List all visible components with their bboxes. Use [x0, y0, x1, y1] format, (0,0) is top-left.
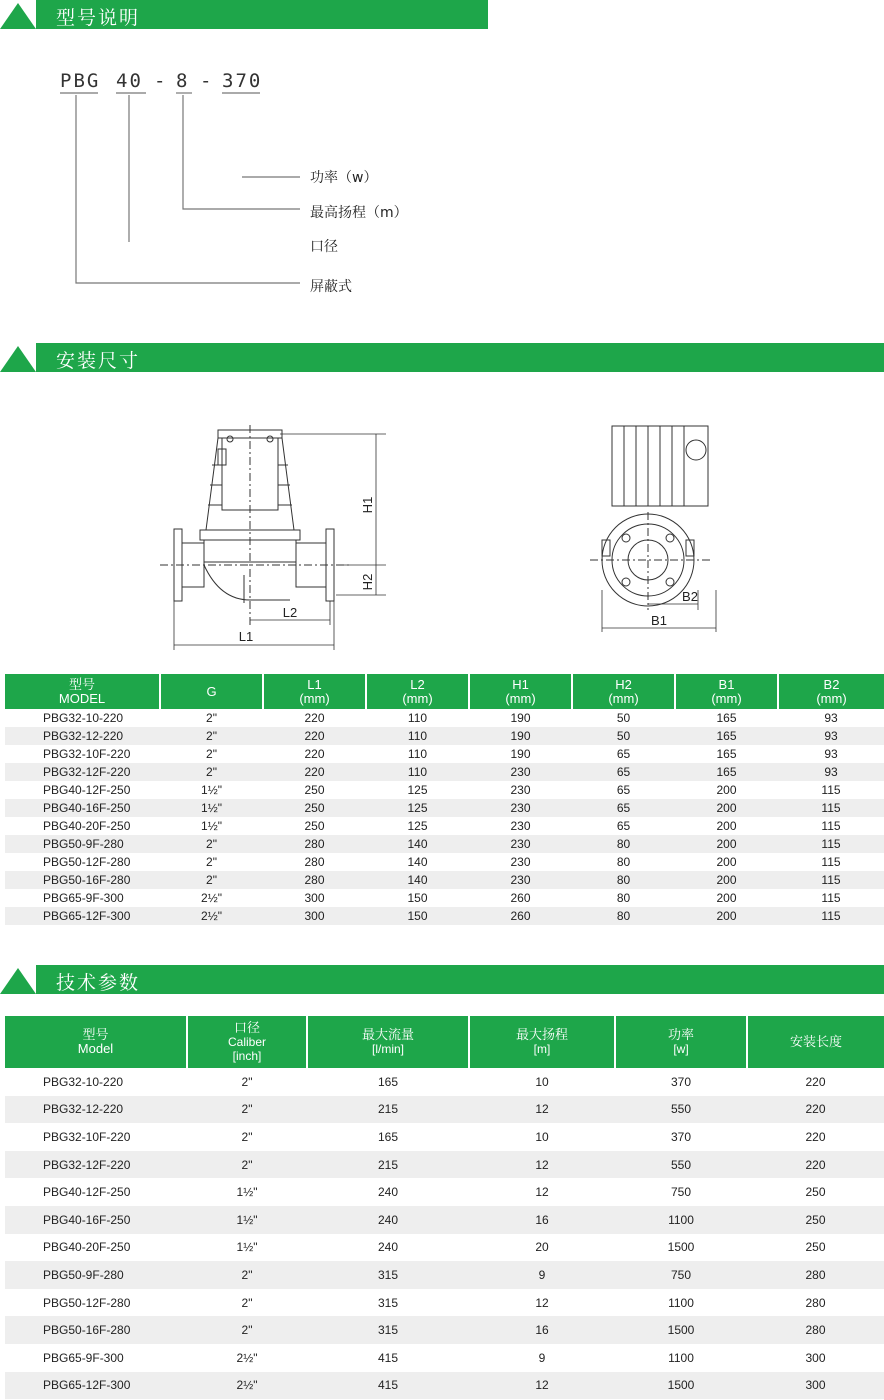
legend-power: 功率（w） — [310, 170, 378, 186]
table-cell: 115 — [778, 835, 884, 853]
table-cell: 10 — [535, 1074, 549, 1089]
table-cell: 230 — [469, 835, 572, 853]
table-cell: 2" — [241, 1129, 253, 1144]
section-title: 技术参数 — [56, 972, 141, 994]
table-cell: 165 — [377, 1074, 399, 1089]
pump-front-view-drawing — [590, 420, 730, 635]
table-cell: 140 — [366, 871, 469, 889]
table-cell: 150 — [366, 907, 469, 925]
table-cell: 250 — [304, 819, 325, 833]
table-cell: 190 — [510, 711, 531, 725]
table-cell: 200 — [716, 855, 737, 869]
table-cell: PBG40-12F-250 — [43, 1185, 131, 1200]
table-cell: 2" — [241, 1074, 253, 1089]
table-cell: PBG50-9F-280 — [5, 835, 160, 853]
table-cell: 550 — [615, 1096, 747, 1124]
table-cell: 200 — [716, 891, 737, 905]
table-cell: 1½" — [236, 1240, 258, 1255]
table-cell: 80 — [572, 907, 675, 925]
table-cell: PBG32-10-220 — [43, 1074, 124, 1089]
table-cell: 200 — [675, 799, 778, 817]
table-cell: 215 — [307, 1151, 469, 1179]
table-header-row — [5, 674, 884, 709]
table-cell: 12 — [535, 1295, 549, 1310]
table-row — [5, 871, 884, 889]
table-cell: 415 — [307, 1372, 469, 1400]
section-header-fill — [36, 343, 884, 372]
section-header-model — [0, 0, 488, 29]
table-cell: 280 — [747, 1261, 884, 1289]
dim-label-b1: B1 — [651, 613, 667, 628]
table-cell: 250 — [805, 1240, 826, 1255]
table-cell: 65 — [616, 747, 631, 761]
table-cell: 165 — [377, 1129, 399, 1144]
table-cell: 200 — [716, 819, 737, 833]
table-cell: 1500 — [667, 1240, 695, 1255]
table-cell: PBG65-12F-300 — [5, 907, 160, 925]
table-cell: 110 — [407, 711, 428, 725]
table-cell: 2" — [160, 835, 263, 853]
table-cell: 315 — [377, 1295, 399, 1310]
technical-parameters-table — [5, 1016, 884, 1399]
table-cell: PBG40-12F-250 — [43, 783, 131, 797]
table-cell: 165 — [716, 711, 737, 725]
section-header-fill — [36, 965, 884, 994]
table-cell: 220 — [747, 1151, 884, 1179]
table-cell: PBG32-10F-220 — [43, 747, 131, 761]
table-cell: 200 — [675, 835, 778, 853]
dim-label-l1: L1 — [238, 629, 254, 644]
table-cell: 280 — [304, 855, 325, 869]
table-cell: 2" — [241, 1295, 253, 1310]
table-cell: 315 — [307, 1316, 469, 1344]
column-header-b2: B2 (mm) — [778, 674, 884, 709]
table-cell: 110 — [366, 727, 469, 745]
table-cell: 16 — [469, 1206, 615, 1234]
table-cell: 9 — [469, 1261, 615, 1289]
model-code-sep: - — [200, 70, 214, 92]
table-cell: 750 — [670, 1185, 692, 1200]
table-cell: 190 — [469, 727, 572, 745]
dim-label-h2: H2 — [360, 573, 375, 591]
table-cell: 150 — [407, 891, 428, 905]
table-cell: 230 — [469, 799, 572, 817]
table-row — [5, 1316, 884, 1344]
table-cell: 2½" — [187, 1372, 307, 1400]
table-cell: 1½" — [201, 783, 222, 797]
model-code-power: 370 — [222, 70, 263, 92]
table-cell: 2½" — [201, 891, 222, 905]
table-cell: 250 — [747, 1206, 884, 1234]
table-cell: 1100 — [615, 1206, 747, 1234]
table-cell: 1100 — [668, 1350, 694, 1365]
table-cell: 93 — [824, 747, 838, 761]
table-cell: 220 — [263, 763, 366, 781]
table-cell: 220 — [304, 711, 325, 725]
table-row — [5, 853, 884, 871]
table-cell: 260 — [510, 891, 531, 905]
table-cell: 280 — [263, 835, 366, 853]
table-cell: 12 — [535, 1185, 549, 1200]
column-header-l2: L2 (mm) — [366, 674, 469, 709]
table-cell: 115 — [821, 819, 841, 833]
table-cell: 125 — [407, 783, 428, 797]
table-cell: 200 — [675, 907, 778, 925]
table-cell: PBG40-16F-250 — [5, 799, 160, 817]
table-row — [5, 1096, 884, 1124]
table-row — [5, 835, 884, 853]
table-cell: 230 — [469, 871, 572, 889]
dim-label-l2: L2 — [282, 605, 298, 620]
section-title: 型号说明 — [56, 7, 141, 29]
table-cell: 165 — [675, 763, 778, 781]
table-cell: 220 — [747, 1096, 884, 1124]
table-row — [5, 1151, 884, 1179]
table-cell: 93 — [778, 763, 884, 781]
table-cell: 110 — [366, 763, 469, 781]
table-cell: 250 — [263, 799, 366, 817]
table-cell: 550 — [615, 1151, 747, 1179]
table-cell: PBG32-12F-220 — [5, 1151, 187, 1179]
table-row — [5, 727, 884, 745]
table-row — [5, 1289, 884, 1317]
table-cell: 220 — [263, 727, 366, 745]
table-row — [5, 907, 884, 925]
table-cell: 93 — [824, 711, 838, 725]
column-header-model: 型号 MODEL — [5, 674, 160, 709]
column-header-max-head: 最大扬程 [m] — [469, 1016, 615, 1068]
column-header-h2: H2 (mm) — [572, 674, 675, 709]
table-cell: 140 — [366, 835, 469, 853]
legend-caliber: 口径 — [310, 239, 338, 255]
table-cell: 280 — [747, 1316, 884, 1344]
table-cell: 10 — [535, 1129, 549, 1144]
table-cell: 230 — [510, 855, 531, 869]
table-cell: PBG40-20F-250 — [43, 1240, 131, 1255]
table-cell: PBG50-16F-280 — [5, 1316, 187, 1344]
table-cell: 750 — [615, 1261, 747, 1289]
table-cell: PBG50-12F-280 — [43, 855, 131, 869]
table-cell: 300 — [747, 1372, 884, 1400]
table-cell: 1½" — [187, 1206, 307, 1234]
table-cell: 80 — [616, 891, 631, 905]
table-cell: PBG65-9F-300 — [43, 1350, 124, 1365]
table-row — [5, 1261, 884, 1289]
table-cell: 230 — [510, 783, 531, 797]
section-title: 安装尺寸 — [56, 350, 141, 372]
table-cell: 1½" — [236, 1185, 258, 1200]
table-cell: PBG32-12F-220 — [5, 763, 160, 781]
table-cell: 230 — [469, 763, 572, 781]
table-row — [5, 763, 884, 781]
dim-label-b2: B2 — [682, 589, 698, 604]
table-cell: 2½" — [236, 1350, 258, 1365]
table-cell: 2" — [206, 747, 217, 761]
column-header-g: G — [160, 674, 263, 709]
install-dimensions-table — [5, 674, 884, 925]
table-cell: 250 — [304, 783, 325, 797]
table-cell: 1500 — [615, 1316, 747, 1344]
table-cell: 110 — [407, 747, 428, 761]
table-cell: 300 — [805, 1350, 826, 1365]
legend-type: 屏蔽式 — [310, 279, 352, 295]
table-row — [5, 745, 884, 763]
column-header-install-length: 安装长度 — [747, 1016, 884, 1068]
table-cell: 80 — [572, 835, 675, 853]
table-cell: 115 — [821, 783, 841, 797]
column-header-model: 型号 Model — [5, 1016, 187, 1068]
table-row — [5, 889, 884, 907]
table-cell: 125 — [407, 819, 428, 833]
table-cell: 260 — [469, 907, 572, 925]
table-cell: PBG65-12F-300 — [5, 1372, 187, 1400]
pump-side-view-drawing — [160, 425, 400, 655]
table-cell: 2" — [187, 1151, 307, 1179]
table-cell: 1100 — [668, 1295, 694, 1310]
table-cell: 240 — [307, 1206, 469, 1234]
section-header-tech — [0, 965, 884, 994]
table-row — [5, 1068, 884, 1096]
model-code-head: 8 — [176, 70, 190, 92]
table-cell: 2" — [160, 871, 263, 889]
table-cell: 370 — [670, 1074, 692, 1089]
table-cell: 280 — [263, 871, 366, 889]
table-row — [5, 1372, 884, 1400]
table-cell: 165 — [716, 747, 737, 761]
table-cell: 315 — [307, 1261, 469, 1289]
table-cell: 65 — [616, 783, 631, 797]
table-cell: PBG40-20F-250 — [43, 819, 131, 833]
table-cell: 115 — [821, 891, 841, 905]
table-cell: 2" — [160, 727, 263, 745]
model-code-prefix: PBG — [60, 70, 101, 92]
table-cell: 300 — [263, 907, 366, 925]
table-cell: PBG32-10-220 — [43, 711, 124, 725]
table-cell: PBG32-12-220 — [5, 727, 160, 745]
table-cell: 2" — [206, 711, 217, 725]
table-cell: 12 — [469, 1151, 615, 1179]
table-cell: 1500 — [615, 1372, 747, 1400]
table-cell: 165 — [675, 727, 778, 745]
table-cell: PBG32-12-220 — [5, 1096, 187, 1124]
table-cell: 125 — [366, 799, 469, 817]
table-row — [5, 1206, 884, 1234]
table-cell: 370 — [670, 1129, 692, 1144]
table-cell: PBG40-16F-250 — [5, 1206, 187, 1234]
table-cell: 1½" — [160, 799, 263, 817]
table-cell: 65 — [616, 819, 631, 833]
table-cell: 65 — [572, 763, 675, 781]
table-cell: 50 — [572, 727, 675, 745]
column-header-h1: H1 (mm) — [469, 674, 572, 709]
table-cell: PBG50-9F-280 — [5, 1261, 187, 1289]
table-row — [5, 1234, 884, 1262]
technical-parameters-body — [5, 1068, 884, 1399]
table-row — [5, 709, 884, 727]
model-code-sep: - — [154, 70, 168, 92]
table-header-row — [5, 1016, 884, 1068]
table-cell: 2" — [206, 855, 217, 869]
table-cell: 200 — [716, 783, 737, 797]
table-cell: 200 — [675, 871, 778, 889]
table-cell: PBG32-10F-220 — [43, 1129, 131, 1144]
model-code-caliber: 40 — [116, 70, 143, 92]
table-cell: 250 — [805, 1185, 826, 1200]
table-cell: 115 — [821, 855, 841, 869]
table-cell: PBG65-9F-300 — [43, 891, 124, 905]
model-code-leader-lines — [0, 90, 320, 300]
table-cell: PBG50-16F-280 — [5, 871, 160, 889]
table-cell: 240 — [377, 1240, 399, 1255]
table-cell: 2" — [187, 1316, 307, 1344]
column-header-power: 功率 [w] — [615, 1016, 747, 1068]
triangle-marker-icon — [0, 0, 36, 29]
column-header-max-flow: 最大流量 [l/min] — [307, 1016, 469, 1068]
legend-head: 最高扬程（m） — [310, 205, 408, 221]
table-row — [5, 799, 884, 817]
table-cell: 80 — [616, 855, 631, 869]
table-cell: 220 — [805, 1129, 826, 1144]
table-cell: 2" — [187, 1096, 307, 1124]
table-cell: 12 — [469, 1372, 615, 1400]
table-row — [5, 1178, 884, 1206]
table-cell: 140 — [407, 855, 428, 869]
section-header-install — [0, 343, 884, 372]
column-header-caliber: 口径 Caliber [inch] — [187, 1016, 307, 1068]
table-cell: 190 — [510, 747, 531, 761]
table-cell: 230 — [510, 819, 531, 833]
table-cell: 300 — [304, 891, 325, 905]
table-row — [5, 1344, 884, 1372]
dim-label-h1: H1 — [360, 496, 375, 514]
table-cell: 50 — [616, 711, 631, 725]
table-cell: 12 — [469, 1096, 615, 1124]
table-cell: 80 — [572, 871, 675, 889]
table-cell: 415 — [377, 1350, 399, 1365]
table-cell: 115 — [778, 871, 884, 889]
table-cell: 115 — [778, 799, 884, 817]
table-cell: 20 — [535, 1240, 549, 1255]
table-row — [5, 1123, 884, 1151]
table-cell: 2" — [160, 763, 263, 781]
table-cell: 215 — [307, 1096, 469, 1124]
triangle-marker-icon — [0, 343, 36, 372]
table-cell: 1½" — [201, 819, 222, 833]
table-cell: 93 — [778, 727, 884, 745]
table-cell: PBG50-12F-280 — [43, 1295, 131, 1310]
table-cell: 280 — [805, 1295, 826, 1310]
table-cell: 16 — [469, 1316, 615, 1344]
column-header-b1: B1 (mm) — [675, 674, 778, 709]
table-cell: 115 — [778, 907, 884, 925]
table-row — [5, 781, 884, 799]
column-header-l1: L1 (mm) — [263, 674, 366, 709]
table-cell: 2½" — [160, 907, 263, 925]
table-cell: 2" — [187, 1261, 307, 1289]
table-cell: 220 — [805, 1074, 826, 1089]
table-cell: 65 — [572, 799, 675, 817]
install-dimensions-body — [5, 709, 884, 925]
table-row — [5, 817, 884, 835]
table-cell: 9 — [538, 1350, 546, 1365]
triangle-marker-icon — [0, 965, 36, 994]
table-cell: 220 — [304, 747, 325, 761]
table-cell: 240 — [377, 1185, 399, 1200]
